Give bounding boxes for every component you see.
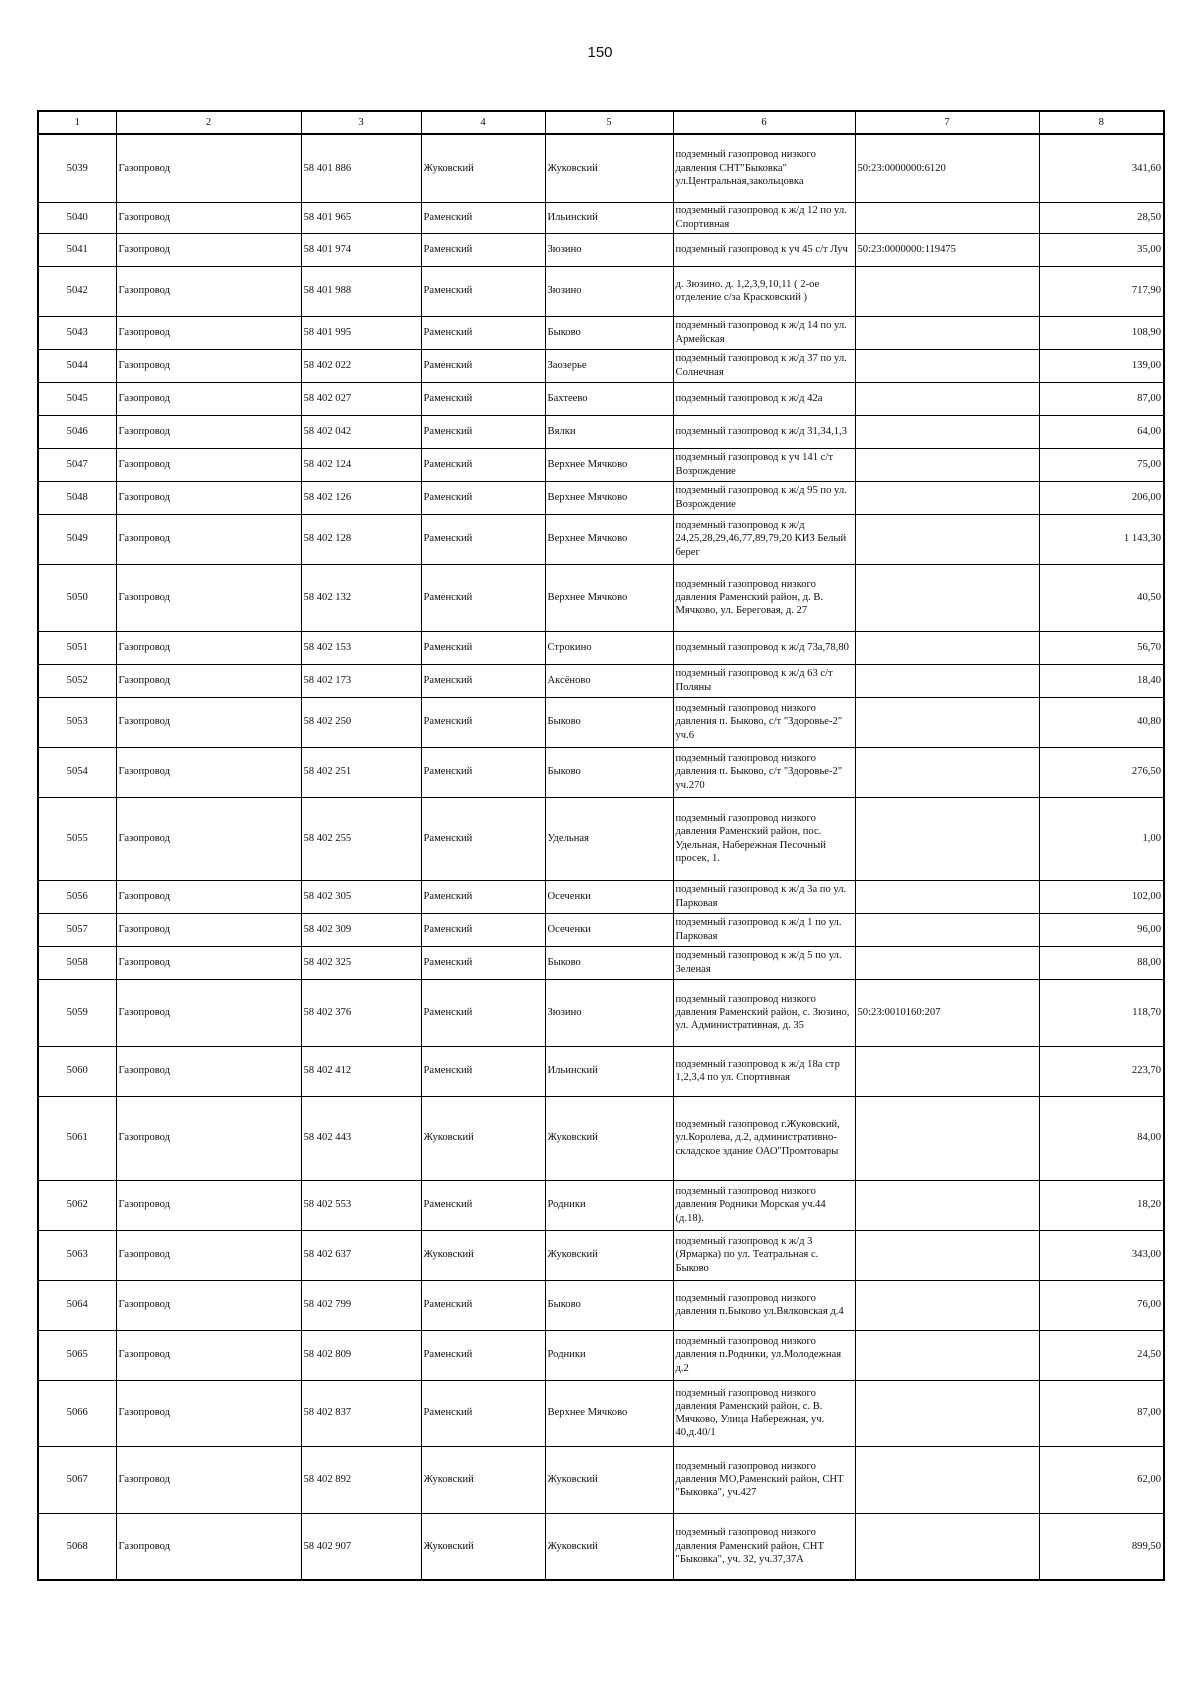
- cell-description: подземный газопровод низкого давления п. Быково, с/т "Здоровье-2" уч.6: [673, 697, 855, 747]
- cell-description: подземный газопровод к ж/д 95 по ул. Возрождение: [673, 481, 855, 514]
- column-header-6: 6: [673, 111, 855, 134]
- table-row: [38, 1046, 1164, 1096]
- table-row: [38, 697, 1164, 747]
- cell-description: подземный газопровод низкого давления МО,Раменский район, СНТ "Быковка", уч.427: [673, 1446, 855, 1513]
- cell-district: Раменский: [421, 797, 545, 880]
- cell-row-number: 5047: [38, 448, 116, 481]
- cell-object-type: Газопровод: [116, 1046, 301, 1096]
- cell-object-code: 58 401 965: [301, 202, 421, 233]
- cell-cadastral-number: [855, 946, 1039, 979]
- cell-settlement: Быково: [545, 316, 673, 349]
- cell-object-type: Газопровод: [116, 979, 301, 1046]
- cell-settlement: Верхнее Мячково: [545, 481, 673, 514]
- cell-district: Раменский: [421, 946, 545, 979]
- cell-description: подземный газопровод к уч 141 с/т Возрождение: [673, 448, 855, 481]
- cell-description: подземный газопровод низкого давления СНТ"Быковка" ул.Центральная,закольцовка: [673, 134, 855, 202]
- table-row: [38, 1330, 1164, 1380]
- cell-object-type: Газопровод: [116, 266, 301, 316]
- table-row: [38, 1446, 1164, 1513]
- table-row: [38, 1513, 1164, 1580]
- cell-object-code: 58 402 412: [301, 1046, 421, 1096]
- cell-settlement: Зюзино: [545, 233, 673, 266]
- cell-description: подземный газопровод к ж/д 42а: [673, 382, 855, 415]
- cell-cadastral-number: [855, 697, 1039, 747]
- cell-row-number: 5061: [38, 1096, 116, 1180]
- cell-row-number: 5067: [38, 1446, 116, 1513]
- cell-object-type: Газопровод: [116, 382, 301, 415]
- cell-row-number: 5043: [38, 316, 116, 349]
- cell-district: Раменский: [421, 202, 545, 233]
- cell-description: подземный газопровод к ж/д 12 по ул. Спортивная: [673, 202, 855, 233]
- cell-object-type: Газопровод: [116, 415, 301, 448]
- cell-settlement: Быково: [545, 946, 673, 979]
- cell-object-code: 58 402 325: [301, 946, 421, 979]
- cell-object-type: Газопровод: [116, 1330, 301, 1380]
- cell-cadastral-number: 50:23:0000000:119475: [855, 233, 1039, 266]
- cell-cadastral-number: [855, 631, 1039, 664]
- cell-length: 84,00: [1039, 1096, 1164, 1180]
- cell-cadastral-number: [855, 415, 1039, 448]
- cell-object-code: 58 402 255: [301, 797, 421, 880]
- cell-cadastral-number: [855, 913, 1039, 946]
- cell-row-number: 5052: [38, 664, 116, 697]
- cell-settlement: Ильинский: [545, 1046, 673, 1096]
- cell-length: 717,90: [1039, 266, 1164, 316]
- cell-cadastral-number: [855, 797, 1039, 880]
- cell-object-code: 58 402 799: [301, 1280, 421, 1330]
- table-row: [38, 1280, 1164, 1330]
- table-row: [38, 316, 1164, 349]
- cell-object-type: Газопровод: [116, 1180, 301, 1230]
- cell-object-code: 58 402 042: [301, 415, 421, 448]
- cell-district: Раменский: [421, 349, 545, 382]
- cell-district: Жуковский: [421, 134, 545, 202]
- cell-object-code: 58 402 132: [301, 564, 421, 631]
- cell-district: Раменский: [421, 697, 545, 747]
- table-row: [38, 880, 1164, 913]
- table-row: [38, 913, 1164, 946]
- cell-district: Жуковский: [421, 1446, 545, 1513]
- cell-row-number: 5064: [38, 1280, 116, 1330]
- cell-object-code: 58 402 376: [301, 979, 421, 1046]
- cell-district: Раменский: [421, 1380, 545, 1446]
- cell-description: подземный газопровод к ж/д 3а по ул. Парковая: [673, 880, 855, 913]
- table-row: [38, 415, 1164, 448]
- cell-district: Раменский: [421, 382, 545, 415]
- cell-row-number: 5057: [38, 913, 116, 946]
- cell-length: 341,60: [1039, 134, 1164, 202]
- cell-row-number: 5054: [38, 747, 116, 797]
- cell-length: 108,90: [1039, 316, 1164, 349]
- table-row: [38, 134, 1164, 202]
- cell-row-number: 5041: [38, 233, 116, 266]
- cell-district: Раменский: [421, 316, 545, 349]
- cell-length: 343,00: [1039, 1230, 1164, 1280]
- cell-settlement: Заозерье: [545, 349, 673, 382]
- cell-row-number: 5046: [38, 415, 116, 448]
- cell-settlement: Родники: [545, 1180, 673, 1230]
- cell-district: Раменский: [421, 1180, 545, 1230]
- cell-district: Раменский: [421, 631, 545, 664]
- cell-settlement: Строкино: [545, 631, 673, 664]
- table-row: [38, 979, 1164, 1046]
- cell-description: подземный газопровод к ж/д 3 (Ярмарка) по ул. Театральная с. Быково: [673, 1230, 855, 1280]
- cell-object-type: Газопровод: [116, 233, 301, 266]
- cell-row-number: 5044: [38, 349, 116, 382]
- cell-settlement: Зюзино: [545, 979, 673, 1046]
- cell-district: Жуковский: [421, 1230, 545, 1280]
- cell-row-number: 5053: [38, 697, 116, 747]
- column-header-1: 1: [38, 111, 116, 134]
- cell-object-code: 58 402 809: [301, 1330, 421, 1380]
- cell-description: подземный газопровод низкого давления п.Быково ул.Вялковская д.4: [673, 1280, 855, 1330]
- cell-settlement: Осеченки: [545, 880, 673, 913]
- cell-object-code: 58 401 974: [301, 233, 421, 266]
- cell-length: 96,00: [1039, 913, 1164, 946]
- cell-object-type: Газопровод: [116, 1446, 301, 1513]
- cell-cadastral-number: [855, 1330, 1039, 1380]
- cell-row-number: 5059: [38, 979, 116, 1046]
- table-row: [38, 797, 1164, 880]
- cell-description: подземный газопровод к ж/д 5 по ул. Зеленая: [673, 946, 855, 979]
- cell-description: подземный газопровод к ж/д 18а стр 1,2,3,4 по ул. Спортивная: [673, 1046, 855, 1096]
- cell-cadastral-number: [855, 880, 1039, 913]
- cell-object-type: Газопровод: [116, 564, 301, 631]
- table-row: [38, 1180, 1164, 1230]
- cell-object-type: Газопровод: [116, 1230, 301, 1280]
- cell-object-code: 58 402 553: [301, 1180, 421, 1230]
- cell-district: Раменский: [421, 514, 545, 564]
- cell-description: подземный газопровод к ж/д 24,25,28,29,46,77,89,79,20 КИЗ Белый берег: [673, 514, 855, 564]
- cell-length: 139,00: [1039, 349, 1164, 382]
- cell-object-type: Газопровод: [116, 481, 301, 514]
- cell-row-number: 5062: [38, 1180, 116, 1230]
- column-header-5: 5: [545, 111, 673, 134]
- cell-length: 102,00: [1039, 880, 1164, 913]
- cell-row-number: 5065: [38, 1330, 116, 1380]
- registry-table: [37, 110, 1165, 1581]
- cell-district: Раменский: [421, 233, 545, 266]
- cell-district: Раменский: [421, 913, 545, 946]
- cell-length: 118,70: [1039, 979, 1164, 1046]
- cell-description: подземный газопровод низкого давления Раменский район, с. В. Мячково, Улица Набережная, уч. 40,д.40/1: [673, 1380, 855, 1446]
- cell-object-code: 58 402 907: [301, 1513, 421, 1580]
- column-header-7: 7: [855, 111, 1039, 134]
- cell-length: 24,50: [1039, 1330, 1164, 1380]
- cell-cadastral-number: [855, 1046, 1039, 1096]
- cell-cadastral-number: [855, 202, 1039, 233]
- cell-object-type: Газопровод: [116, 1513, 301, 1580]
- cell-length: 62,00: [1039, 1446, 1164, 1513]
- cell-cadastral-number: [855, 664, 1039, 697]
- cell-object-code: 58 402 124: [301, 448, 421, 481]
- column-header-3: 3: [301, 111, 421, 134]
- cell-length: 223,70: [1039, 1046, 1164, 1096]
- cell-cadastral-number: [855, 1180, 1039, 1230]
- cell-object-code: 58 402 309: [301, 913, 421, 946]
- table-row: [38, 747, 1164, 797]
- cell-description: подземный газопровод к ж/д 1 по ул. Парковая: [673, 913, 855, 946]
- cell-length: 35,00: [1039, 233, 1164, 266]
- cell-object-code: 58 401 988: [301, 266, 421, 316]
- column-header-2: 2: [116, 111, 301, 134]
- cell-settlement: Зюзино: [545, 266, 673, 316]
- cell-object-type: Газопровод: [116, 202, 301, 233]
- cell-district: Жуковский: [421, 1513, 545, 1580]
- cell-length: 18,20: [1039, 1180, 1164, 1230]
- cell-object-type: Газопровод: [116, 316, 301, 349]
- cell-settlement: Верхнее Мячково: [545, 514, 673, 564]
- cell-cadastral-number: [855, 1280, 1039, 1330]
- cell-district: Раменский: [421, 979, 545, 1046]
- cell-district: Раменский: [421, 1046, 545, 1096]
- cell-object-code: 58 402 027: [301, 382, 421, 415]
- cell-length: 206,00: [1039, 481, 1164, 514]
- cell-object-code: 58 402 126: [301, 481, 421, 514]
- header-row: [38, 111, 1164, 134]
- cell-row-number: 5055: [38, 797, 116, 880]
- cell-cadastral-number: [855, 382, 1039, 415]
- cell-district: Жуковский: [421, 1096, 545, 1180]
- cell-description: подземный газопровод низкого давления п.Родники, ул.Молодежная д.2: [673, 1330, 855, 1380]
- table-row: [38, 349, 1164, 382]
- cell-settlement: Жуковский: [545, 134, 673, 202]
- table-row: [38, 481, 1164, 514]
- cell-settlement: Жуковский: [545, 1230, 673, 1280]
- cell-row-number: 5058: [38, 946, 116, 979]
- cell-length: 40,50: [1039, 564, 1164, 631]
- cell-settlement: Осеченки: [545, 913, 673, 946]
- cell-length: 40,80: [1039, 697, 1164, 747]
- cell-description: подземный газопровод к ж/д 37 по ул. Солнечная: [673, 349, 855, 382]
- table-row: [38, 514, 1164, 564]
- cell-length: 1 143,30: [1039, 514, 1164, 564]
- table-header: [38, 111, 1164, 134]
- cell-length: 56,70: [1039, 631, 1164, 664]
- cell-settlement: Вялки: [545, 415, 673, 448]
- cell-object-code: 58 401 886: [301, 134, 421, 202]
- table-row: [38, 1230, 1164, 1280]
- cell-description: подземный газопровод низкого давления Раменский район, пос. Удельная, Набережная Песочный просек, 1.: [673, 797, 855, 880]
- cell-cadastral-number: [855, 349, 1039, 382]
- cell-district: Раменский: [421, 564, 545, 631]
- cell-length: 76,00: [1039, 1280, 1164, 1330]
- table-row: [38, 664, 1164, 697]
- cell-description: подземный газопровод низкого давления Раменский район, СНТ "Быковка", уч. 32, уч.37,37А: [673, 1513, 855, 1580]
- cell-settlement: Верхнее Мячково: [545, 564, 673, 631]
- cell-cadastral-number: [855, 481, 1039, 514]
- cell-district: Раменский: [421, 880, 545, 913]
- page-number: 150: [587, 44, 613, 61]
- cell-object-type: Газопровод: [116, 697, 301, 747]
- cell-cadastral-number: [855, 514, 1039, 564]
- cell-object-code: 58 401 995: [301, 316, 421, 349]
- cell-description: подземный газопровод к ж/д 14 по ул. Армейская: [673, 316, 855, 349]
- cell-length: 87,00: [1039, 1380, 1164, 1446]
- cell-cadastral-number: [855, 448, 1039, 481]
- table-row: [38, 631, 1164, 664]
- cell-description: д. Зюзино. д. 1,2,3,9,10,11 ( 2-ое отделение с/за Красковский ): [673, 266, 855, 316]
- cell-object-type: Газопровод: [116, 631, 301, 664]
- cell-object-type: Газопровод: [116, 1280, 301, 1330]
- cell-object-code: 58 402 251: [301, 747, 421, 797]
- cell-row-number: 5048: [38, 481, 116, 514]
- cell-cadastral-number: [855, 1446, 1039, 1513]
- cell-settlement: Быково: [545, 747, 673, 797]
- column-header-8: 8: [1039, 111, 1164, 134]
- cell-district: Раменский: [421, 448, 545, 481]
- cell-cadastral-number: [855, 564, 1039, 631]
- cell-description: подземный газопровод к ж/д 63 с/т Поляны: [673, 664, 855, 697]
- cell-length: 64,00: [1039, 415, 1164, 448]
- cell-object-code: 58 402 173: [301, 664, 421, 697]
- cell-cadastral-number: [855, 747, 1039, 797]
- cell-district: Раменский: [421, 1280, 545, 1330]
- cell-object-type: Газопровод: [116, 913, 301, 946]
- cell-length: 75,00: [1039, 448, 1164, 481]
- cell-description: подземный газопровод низкого давления п. Быково, с/т "Здоровье-2" уч.270: [673, 747, 855, 797]
- cell-settlement: Жуковский: [545, 1446, 673, 1513]
- cell-object-code: 58 402 837: [301, 1380, 421, 1446]
- cell-object-type: Газопровод: [116, 1380, 301, 1446]
- table-row: [38, 266, 1164, 316]
- cell-description: подземный газопровод низкого давления Раменский район, д. В. Мячково, ул. Береговая, д. 27: [673, 564, 855, 631]
- cell-cadastral-number: [855, 316, 1039, 349]
- cell-district: Раменский: [421, 664, 545, 697]
- cell-settlement: Аксёново: [545, 664, 673, 697]
- cell-district: Раменский: [421, 747, 545, 797]
- cell-description: подземный газопровод к ж/д 73а,78,80: [673, 631, 855, 664]
- cell-object-code: 58 402 250: [301, 697, 421, 747]
- cell-district: Раменский: [421, 481, 545, 514]
- cell-object-type: Газопровод: [116, 797, 301, 880]
- cell-row-number: 5066: [38, 1380, 116, 1446]
- cell-row-number: 5060: [38, 1046, 116, 1096]
- table-body: [38, 134, 1164, 1580]
- table-row: [38, 448, 1164, 481]
- cell-length: 88,00: [1039, 946, 1164, 979]
- cell-object-code: 58 402 128: [301, 514, 421, 564]
- cell-object-type: Газопровод: [116, 134, 301, 202]
- cell-row-number: 5051: [38, 631, 116, 664]
- cell-cadastral-number: [855, 1230, 1039, 1280]
- cell-object-type: Газопровод: [116, 880, 301, 913]
- cell-object-code: 58 402 637: [301, 1230, 421, 1280]
- cell-settlement: Ильинский: [545, 202, 673, 233]
- cell-cadastral-number: [855, 1096, 1039, 1180]
- column-header-4: 4: [421, 111, 545, 134]
- cell-object-type: Газопровод: [116, 349, 301, 382]
- cell-object-type: Газопровод: [116, 448, 301, 481]
- cell-settlement: Верхнее Мячково: [545, 1380, 673, 1446]
- cell-length: 87,00: [1039, 382, 1164, 415]
- cell-description: подземный газопровод низкого давления Раменский район, с. Зюзино, ул. Административная, д. 35: [673, 979, 855, 1046]
- cell-object-code: 58 402 443: [301, 1096, 421, 1180]
- cell-object-type: Газопровод: [116, 664, 301, 697]
- cell-object-type: Газопровод: [116, 747, 301, 797]
- table-row: [38, 946, 1164, 979]
- cell-settlement: Родники: [545, 1330, 673, 1380]
- cell-object-code: 58 402 892: [301, 1446, 421, 1513]
- cell-description: подземный газопровод к ж/д 31,34,1,3: [673, 415, 855, 448]
- table-row: [38, 202, 1164, 233]
- cell-cadastral-number: 50:23:0010160:207: [855, 979, 1039, 1046]
- cell-row-number: 5068: [38, 1513, 116, 1580]
- cell-district: Раменский: [421, 1330, 545, 1380]
- cell-row-number: 5056: [38, 880, 116, 913]
- cell-settlement: Бахтеево: [545, 382, 673, 415]
- cell-row-number: 5040: [38, 202, 116, 233]
- cell-cadastral-number: [855, 1380, 1039, 1446]
- cell-district: Раменский: [421, 266, 545, 316]
- cell-object-code: 58 402 305: [301, 880, 421, 913]
- cell-district: Раменский: [421, 415, 545, 448]
- cell-settlement: Жуковский: [545, 1513, 673, 1580]
- cell-description: подземный газопровод к уч 45 с/т Луч: [673, 233, 855, 266]
- cell-row-number: 5039: [38, 134, 116, 202]
- cell-row-number: 5045: [38, 382, 116, 415]
- cell-object-type: Газопровод: [116, 1096, 301, 1180]
- table-row: [38, 1380, 1164, 1446]
- cell-length: 28,50: [1039, 202, 1164, 233]
- cell-object-code: 58 402 022: [301, 349, 421, 382]
- cell-settlement: Быково: [545, 697, 673, 747]
- cell-settlement: Жуковский: [545, 1096, 673, 1180]
- cell-length: 18,40: [1039, 664, 1164, 697]
- cell-row-number: 5063: [38, 1230, 116, 1280]
- cell-cadastral-number: [855, 266, 1039, 316]
- table-row: [38, 1096, 1164, 1180]
- cell-description: подземный газопровод г.Жуковский, ул.Королева, д.2, административно-складское здание ОАО"Промтовары: [673, 1096, 855, 1180]
- cell-row-number: 5042: [38, 266, 116, 316]
- cell-length: 899,50: [1039, 1513, 1164, 1580]
- cell-length: 1,00: [1039, 797, 1164, 880]
- cell-cadastral-number: 50:23:0000000:6120: [855, 134, 1039, 202]
- cell-object-code: 58 402 153: [301, 631, 421, 664]
- cell-length: 276,50: [1039, 747, 1164, 797]
- cell-row-number: 5049: [38, 514, 116, 564]
- table-row: [38, 233, 1164, 266]
- table-row: [38, 382, 1164, 415]
- cell-settlement: Верхнее Мячково: [545, 448, 673, 481]
- cell-settlement: Удельная: [545, 797, 673, 880]
- table-row: [38, 564, 1164, 631]
- cell-object-type: Газопровод: [116, 946, 301, 979]
- cell-row-number: 5050: [38, 564, 116, 631]
- cell-object-type: Газопровод: [116, 514, 301, 564]
- cell-description: подземный газопровод низкого давления Родники Морская уч.44 (д.18).: [673, 1180, 855, 1230]
- cell-settlement: Быково: [545, 1280, 673, 1330]
- cell-cadastral-number: [855, 1513, 1039, 1580]
